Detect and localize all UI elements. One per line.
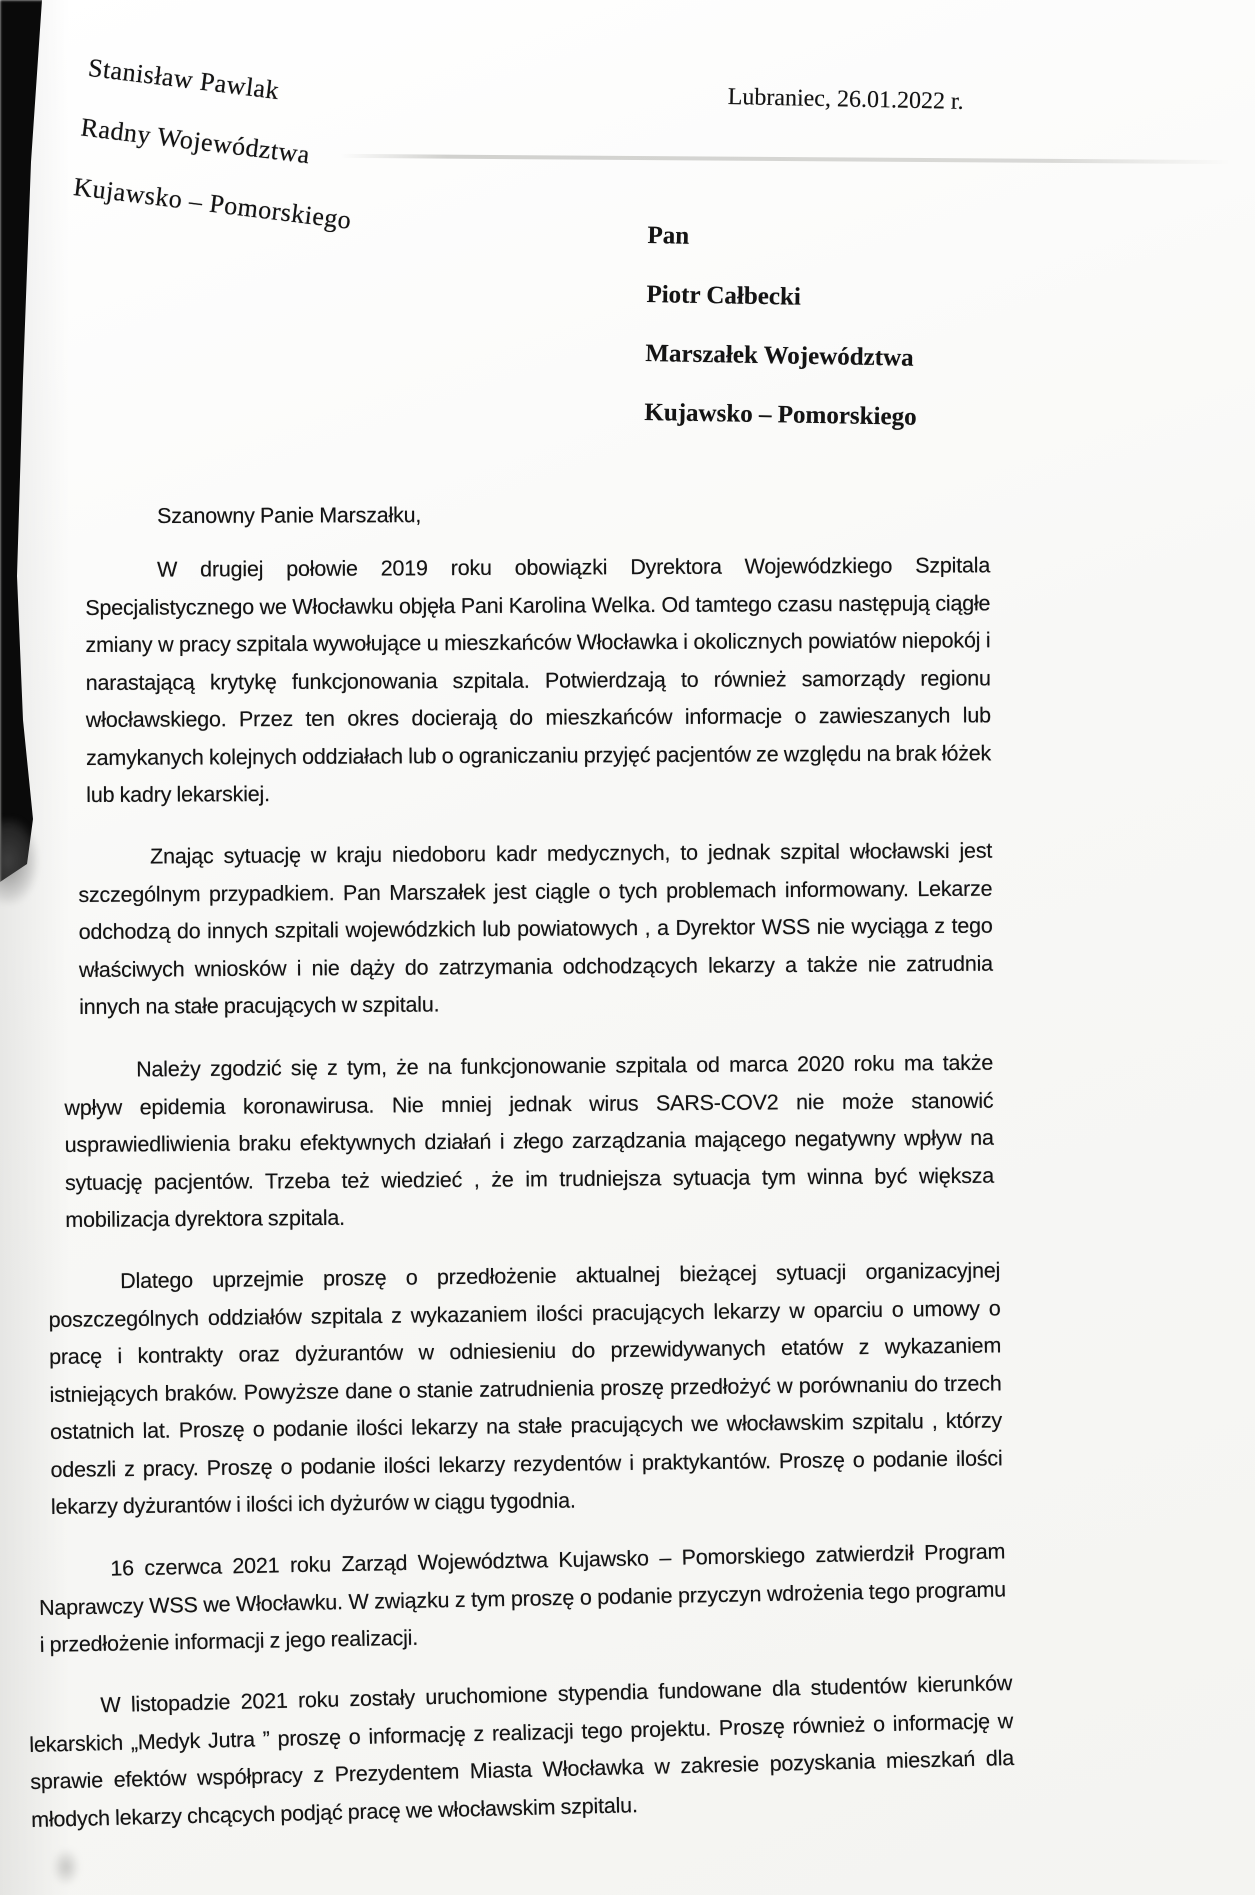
sender-region: Kujawsko – Pomorskiego: [72, 171, 354, 235]
sender-block: [70, 38, 370, 251]
paragraph-3: Należy zgodzić się z tym, że na funkcjonowanie szpitala od marca 2020 roku ma także wpływ epidemia koronawirusa. Nie mniej jednak wirus SARS-COV2 nie może stanowić usprawiedliwienia braku efektywnych działań i złego zarządzania mającego negatywny wpływ na sytuację pacjentów. Trzeba też wiedzieć , że im trudniejsza sytuacja tym winna być większa mobilizacja dyrektora szpitala.: [64, 1050, 995, 1232]
scan-streak: [340, 154, 1230, 164]
paragraph-2: Znając sytuację w kraju niedoboru kadr medycznych, to jednak szpital włocławski jest szczególnym przypadkiem. Pan Marszałek jest ciągle o tych problemach informowany. Lekarze odchodzą do innych szpitali wojewódzkich lub powiatowych , a Dyrektor WSS nie wyciąga z tego właściwych wniosków i nie dąży do zatrzymania odchodzących lekarzy a także nie zatrudnia innych na stałe pracujących w szpitalu.: [78, 838, 993, 1019]
salutation: Szanowny Panie Marszałku,: [157, 503, 422, 528]
paragraph-6: W listopadzie 2021 roku zostały uruchomione stypendia fundowane dla studentów kierunków lekarskich „Medyk Jutra ” proszę o informację z realizacji tego projektu. Proszę również o informację w sprawie efektów współpracy z Prezydentem Miasta Włocławka w zakresie pozyskania mieszkań dla młodych lekarzy chcących podjąć pracę we włocławskim szpitalu.: [29, 1670, 1015, 1832]
recipient-name: Piotr Całbecki: [646, 280, 802, 311]
sender-role: Radny Województwa: [79, 112, 312, 170]
paragraph-4: Dlatego uprzejmie proszę o przedłożenie aktualnej bieżącej sytuacji organizacyjnej poszczególnych oddziałów szpitala z wykazaniem ilości pracujących lekarzy w oparciu o umowy o pracę i kontrakty oraz dyżurantów w odniesieniu do przewidywanych etatów z wykazaniem istniejących braków. Powyższe dane o stanie zatrudnienia proszę przedłożyć w porównaniu do trzech ostatnich lat. Proszę o podanie ilości lekarzy na stałe pracujących we włocławskim szpitalu , którzy odeszli z pracy. Proszę o podanie ilości lekarzy rezydentów i praktykantów. Proszę o podanie ilości lekarzy dyżurantów i ilości ich dyżurów w ciągu tygodnia.: [48, 1258, 1003, 1519]
sender-name: Stanisław Pawlak: [86, 52, 281, 106]
recipient-honorific: Pan: [647, 221, 690, 250]
letter-body: [0, 498, 1255, 1864]
paragraph-1: W drugiej połowie 2019 roku obowiązki Dyrektora Wojewódzkiego Szpitala Specjalistycznego we Włocławku objęła Pani Karolina Welka. Od tamtego czasu następują ciągłe zmiany w pracy szpitala wywołujące u mieszkańców Włocławka i okolicznych powiatów niepokój i narastającą krytykę funkcjonowania szpitala. Potwierdzają to również samorządy regionu włocławskiego. Przez ten okres docierają do mieszkańców informacje o zawieszanych lub zamykanych kolejnych oddziałach lub o ograniczaniu przyjęć pacjentów ze względu na brak łóżek lub kadry lekarskiej.: [85, 552, 992, 807]
paragraph-5: 16 czerwca 2021 roku Zarząd Województwa Kujawsko – Pomorskiego zatwierdził Program Naprawczy WSS we Włocławku. W związku z tym proszę o podanie przyczyn wdrożenia tego programu i przedłożenie informacji z jego realizacji.: [38, 1538, 1007, 1657]
recipient-block: [644, 206, 920, 447]
dateline: Lubraniec, 26.01.2022 r.: [727, 84, 964, 115]
recipient-title: Marszałek Województwa: [645, 339, 914, 372]
recipient-region: Kujawsko – Pomorskiego: [644, 398, 917, 431]
